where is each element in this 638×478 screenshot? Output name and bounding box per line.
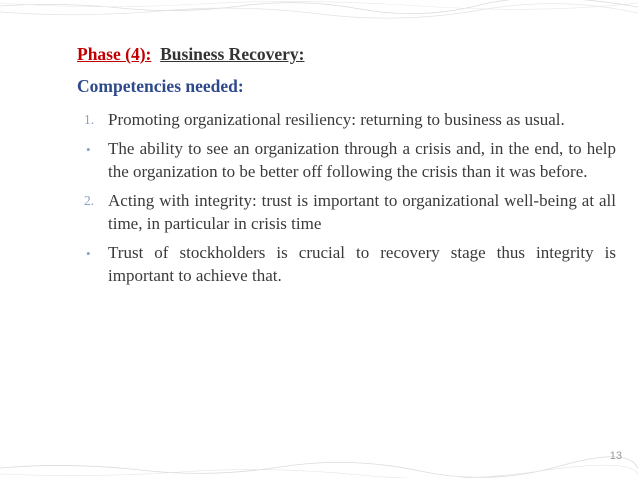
list-item-text: Acting with integrity: trust is important to organizational well-being at all time, in particular in crisis time — [108, 191, 616, 233]
bottom-decorative-scribbles — [0, 448, 638, 478]
list-item-text: The ability to see an organization through a crisis and, in the end, to help the organization to be better off following the crisis than it was before. — [108, 139, 616, 181]
slide-title — [77, 44, 304, 65]
list-item — [80, 108, 616, 131]
bullet-marker: • — [86, 246, 91, 261]
competencies-heading: Competencies needed: — [77, 76, 244, 96]
bullet-marker: • — [86, 142, 91, 157]
list-number: 2. — [84, 193, 95, 208]
list-item — [80, 137, 616, 183]
top-decorative-scribbles — [0, 0, 638, 30]
list-item — [80, 241, 616, 287]
list-number: 1. — [84, 112, 95, 127]
list-item-text: Trust of stockholders is crucial to recovery stage thus integrity is important to achieve that. — [108, 243, 616, 285]
title-text: Business Recovery: — [160, 44, 305, 64]
phase-label: Phase (4): — [77, 44, 152, 64]
list-item — [80, 189, 616, 235]
slide-number: 13 — [609, 450, 622, 462]
competencies-list — [80, 108, 616, 293]
list-item-text: Promoting organizational resiliency: returning to business as usual. — [108, 110, 565, 129]
